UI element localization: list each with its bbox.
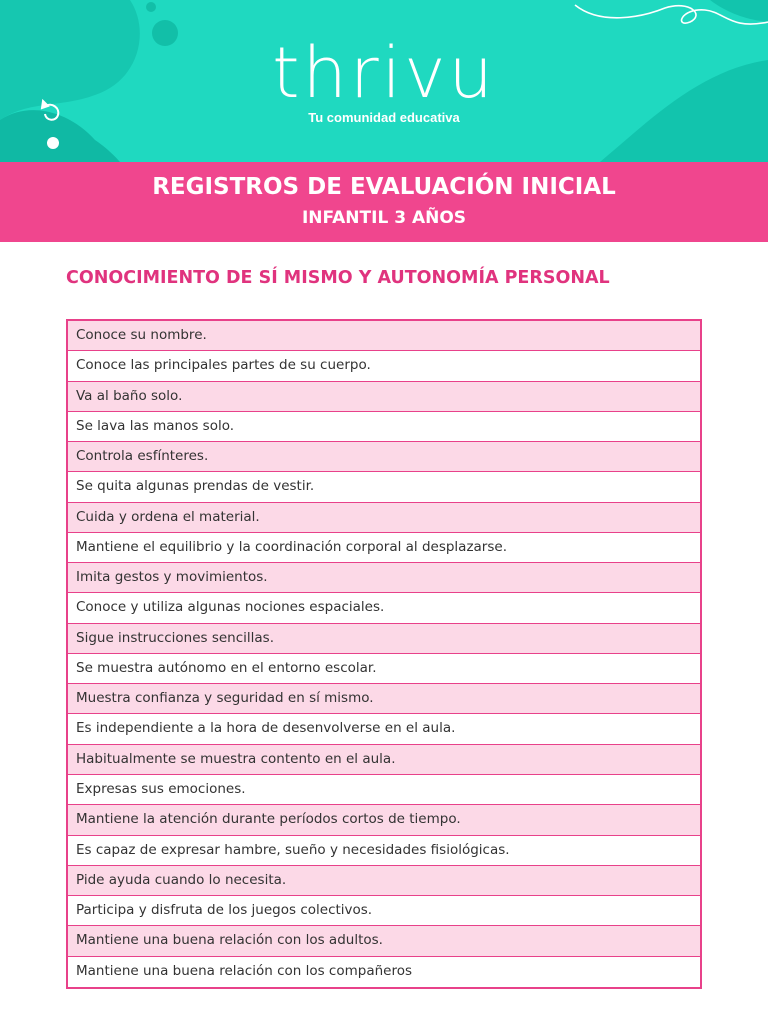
- evaluation-checklist: [66, 319, 702, 989]
- checklist-item: Habitualmente se muestra contento en el aula.: [68, 745, 700, 775]
- title-banner: [0, 162, 768, 242]
- document-subtitle: INFANTIL 3 AÑOS: [301, 208, 467, 228]
- checklist-item: Imita gestos y movimientos.: [68, 563, 700, 593]
- checklist-item: Se quita algunas prendas de vestir.: [68, 472, 700, 502]
- checklist-item: Pide ayuda cuando lo necesita.: [68, 866, 700, 896]
- header: [0, 0, 768, 162]
- checklist-item: Muestra confianza y seguridad en sí mismo.: [68, 684, 700, 714]
- checklist-item: Conoce y utiliza algunas nociones espaciales.: [68, 593, 700, 623]
- checklist-item: Conoce su nombre.: [68, 321, 700, 351]
- checklist-item: Mantiene el equilibrio y la coordinación corporal al desplazarse.: [68, 533, 700, 563]
- checklist-item: Sigue instrucciones sencillas.: [68, 624, 700, 654]
- tagline: Tu comunidad educativa: [308, 110, 460, 125]
- checklist-item: Participa y disfruta de los juegos colectivos.: [68, 896, 700, 926]
- checklist-item: Se lava las manos solo.: [68, 412, 700, 442]
- checklist-item: Es independiente a la hora de desenvolverse en el aula.: [68, 714, 700, 744]
- checklist-item: Conoce las principales partes de su cuerpo.: [68, 351, 700, 381]
- checklist-item: Cuida y ordena el material.: [68, 503, 700, 533]
- checklist-item: Mantiene una buena relación con los adultos.: [68, 926, 700, 956]
- checklist-item: Mantiene la atención durante períodos cortos de tiempo.: [68, 805, 700, 835]
- section-title: CONOCIMIENTO DE SÍ MISMO Y AUTONOMÍA PERSONAL: [66, 268, 610, 288]
- checklist-item: Se muestra autónomo en el entorno escolar.: [68, 654, 700, 684]
- document-title: REGISTROS DE EVALUACIÓN INICIAL: [152, 174, 616, 200]
- checklist-item: Va al baño solo.: [68, 382, 700, 412]
- logo: thrivu: [272, 32, 496, 114]
- checklist-item: Mantiene una buena relación con los compañeros: [68, 957, 700, 987]
- checklist-item: Expresas sus emociones.: [68, 775, 700, 805]
- checklist-item: Es capaz de expresar hambre, sueño y necesidades fisiológicas.: [68, 836, 700, 866]
- checklist-item: Controla esfínteres.: [68, 442, 700, 472]
